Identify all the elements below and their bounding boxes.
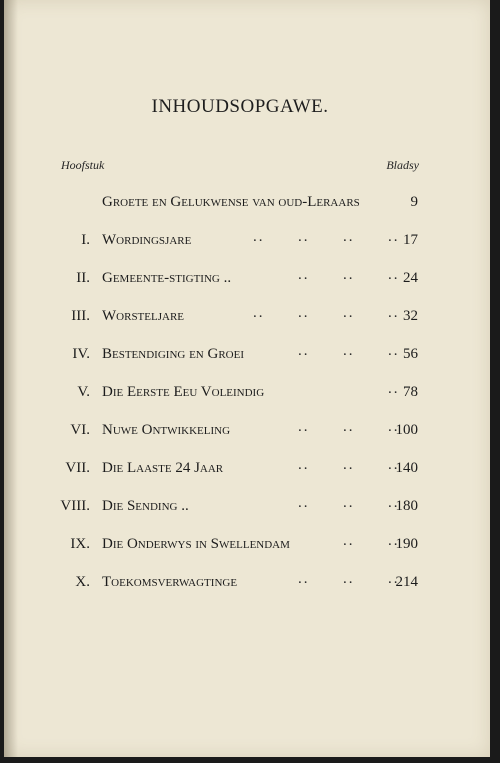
column-label-page: Bladsy — [386, 158, 419, 172]
chapter-title: Die Onderwys in Swellendam — [102, 536, 290, 552]
chapter-number: VI. — [70, 422, 90, 438]
chapter-title: Die Eerste Eeu Voleindig — [102, 384, 265, 400]
page-number: 78 — [403, 384, 418, 400]
chapter-number: I. — [81, 232, 90, 248]
chapter-number: V. — [77, 384, 90, 400]
page-number: 32 — [403, 308, 418, 324]
page-number: 17 — [403, 232, 418, 248]
chapter-number: III. — [71, 308, 90, 324]
page-number: 100 — [395, 422, 418, 438]
chapter-title: Die Sending .. — [102, 498, 189, 514]
chapter-number: IV. — [72, 346, 90, 362]
page-number: 140 — [395, 460, 418, 476]
chapter-title: Die Laaste 24 Jaar — [102, 460, 224, 476]
chapter-title: Wordingsjare — [102, 232, 192, 248]
chapter-number: IX. — [70, 536, 90, 552]
page-number: 9 — [410, 194, 418, 210]
chapter-number: II. — [76, 270, 90, 286]
chapter-title: Gemeente-stigting .. — [102, 270, 232, 286]
column-label-chapter: Hoofstuk — [61, 158, 105, 172]
toc-entry: III. Worsteljare .. .. .. .. 32 — [71, 305, 418, 324]
toc-entry: IX. Die Onderwys in Swellendam .. .. 190 — [70, 533, 418, 552]
toc-entry — [0, 194, 500, 216]
chapter-title: Worsteljare — [102, 308, 184, 324]
chapter-title: Nuwe Ontwikkeling — [102, 422, 231, 438]
page-number: 180 — [395, 498, 418, 514]
toc-entry: IV. Bestendiging en Groei .. .. .. 56 — [72, 343, 418, 362]
toc-entry: I. Wordingsjare .. .. .. .. 17 — [81, 229, 418, 248]
chapter-title: Bestendiging en Groei — [102, 346, 244, 362]
page-number: 24 — [403, 270, 418, 286]
chapter-title: Toekomsverwagtinge — [102, 574, 238, 590]
chapter-number: VIII. — [60, 498, 90, 514]
toc-entry: VII. Die Laaste 24 Jaar .. .. .. 140 — [65, 457, 418, 476]
chapter-title: Groete en Gelukwense van oud-Leraars — [102, 194, 360, 210]
chapter-number: X. — [75, 574, 90, 590]
toc-entry: X. Toekomsverwagtinge .. .. .. 214 — [75, 571, 418, 590]
page-number: 190 — [395, 536, 418, 552]
page-number: 214 — [395, 574, 418, 590]
toc-entry: VI. Nuwe Ontwikkeling .. .. .. 100 — [70, 419, 418, 438]
page-title: INHOUDSOPGAWE. — [151, 96, 329, 117]
page-number: 56 — [403, 346, 418, 362]
toc-entry: VIII. Die Sending .. .. .. .. 180 — [60, 495, 418, 514]
chapter-number: VII. — [65, 460, 90, 476]
toc-entry: V. Die Eerste Eeu Voleindig .. 78 — [77, 381, 418, 400]
toc-entry: II. Gemeente-stigting .. .. .. .. 24 — [76, 267, 418, 286]
